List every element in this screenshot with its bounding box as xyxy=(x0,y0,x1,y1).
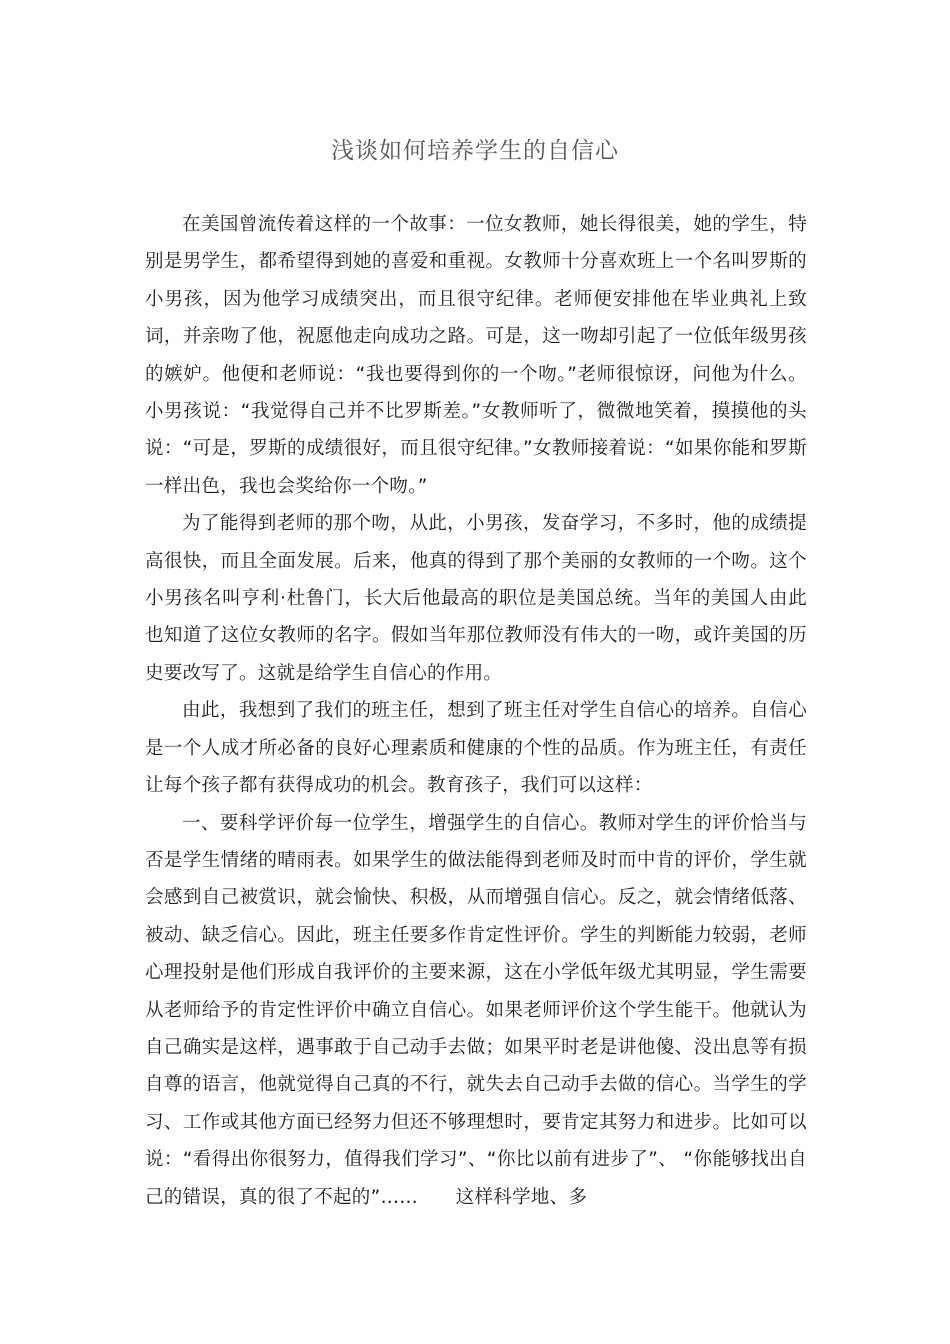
paragraph-4: 一、要科学评价每一位学生，增强学生的自信心。教师对学生的评价恰当与否是学生情绪的晴雨表。如果学生的做法能得到老师及时而中肯的评价，学生就会感到自己被赏识，就会愉快、积极，从而增强自信心。反之，就会情绪低落、被动、缺乏信心。因此，班主任要多作肯定性评价。学生的判断能力较弱，老师心理投射是他们形成自我评价的主要来源，这在小学低年级尤其明显，学生需要从老师给予的肯定性评价中确立自信心。如果老师评价这个学生能干。他就认为自己确实是这样，遇事敢于自己动手去做；如果平时老是讲他傻、没出息等有损自尊的语言，他就觉得自己真的不行，就失去自己动手去做的信心。当学生的学习、工作或其他方面已经努力但还不够理想时，要肯定其努力和进步。比如可以说：“看得出你很努力，值得我们学习”、“你比以前有进步了”、 “你能够找出自己的错误，真的很了不起的”…… 这样科学地、多 xyxy=(145,812,807,1208)
paragraph-2: 为了能得到老师的那个吻，从此，小男孩，发奋学习，不多时，他的成绩提高很快，而且全面发展。后来，他真的得到了那个美丽的女教师的一个吻。这个小男孩名叫亨利·杜鲁门，长大后他最高的职位是美国总统。当年的美国人由此也知道了这位女教师的名字。假如当年那位教师没有伟大的一吻，或许美国的历史要改写了。这就是给学生自信心的作用。 xyxy=(145,513,807,684)
paragraph-3: 由此，我想到了我们的班主任，想到了班主任对学生自信心的培养。自信心是一个人成才所必备的良好心理素质和健康的个性的品质。作为班主任，有责任让每个孩子都有获得成功的机会。教育孩子，我们可以这样： xyxy=(145,700,807,797)
document-body xyxy=(145,206,807,1216)
paragraph-1: 在美国曾流传着这样的一个故事：一位女教师，她长得很美，她的学生，特别是男学生，都希望得到她的喜爱和重视。女教师十分喜欢班上一个名叫罗斯的小男孩，因为他学习成绩突出，而且很守纪律。老师便安排他在毕业典礼上致词，并亲吻了他，祝愿他走向成功之路。可是，这一吻却引起了一位低年级男孩的嫉妒。他便和老师说：“我也要得到你的一个吻。”老师很惊讶，问他为什么。小男孩说：“我觉得自己并不比罗斯差。”女教师听了，微微地笑着，摸摸他的头说：“可是，罗斯的成绩很好，而且很守纪律。”女教师接着说：“如果你能和罗斯一样出色，我也会奖给你一个吻。” xyxy=(145,214,807,497)
document-title: 浅谈如何培养学生的自信心 xyxy=(331,138,619,164)
